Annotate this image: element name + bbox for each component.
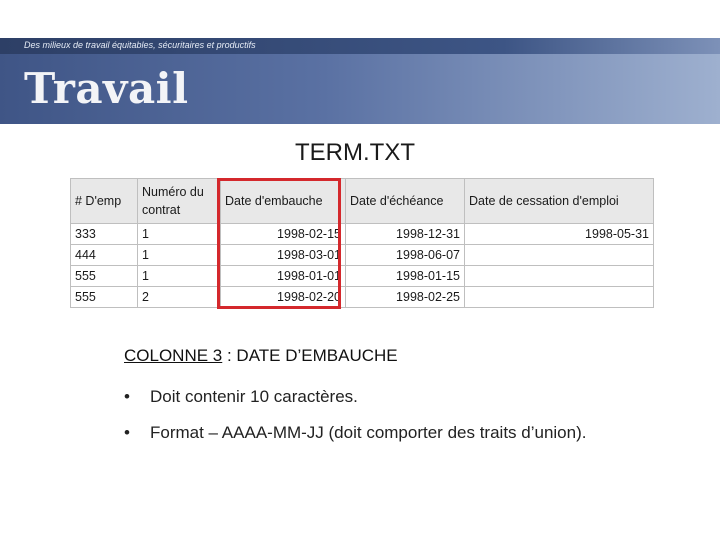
cell-contrat: 2	[138, 287, 221, 308]
col-header-embauche: Date d'embauche	[221, 179, 346, 224]
table-header-row	[71, 179, 654, 224]
slide-title-wrap	[0, 139, 720, 167]
cell-echeance: 1998-02-25	[346, 287, 465, 308]
section-heading-underlined: COLONNE 3	[124, 346, 223, 365]
bullet-dot: •	[124, 423, 130, 442]
header-banner	[0, 54, 720, 124]
cell-contrat: 1	[138, 224, 221, 245]
cell-contrat: 1	[138, 245, 221, 266]
cell-cessation: 1998-05-31	[465, 224, 654, 245]
cell-emp: 555	[71, 287, 138, 308]
section-heading	[124, 346, 398, 366]
tagline: Des milieux de travail équitables, sécuritaires et productifs	[24, 40, 256, 50]
col-header-contrat-text: Numéro du contrat	[142, 185, 204, 217]
data-table	[70, 178, 654, 308]
column-3-highlight-box	[217, 178, 341, 309]
table-row	[71, 224, 654, 245]
table-row	[71, 245, 654, 266]
col-header-contrat	[138, 179, 221, 224]
cell-echeance: 1998-12-31	[346, 224, 465, 245]
slide-title: TERM.TXT	[295, 139, 415, 166]
cell-echeance: 1998-01-15	[346, 266, 465, 287]
cell-embauche: 1998-03-01	[221, 245, 346, 266]
top-strip	[0, 38, 720, 54]
bullet-item	[124, 422, 590, 444]
cell-emp: 333	[71, 224, 138, 245]
table-row	[71, 287, 654, 308]
bullet-text: Format – AAAA-MM-JJ (doit comporter des traits d’union).	[150, 423, 587, 442]
cell-cessation	[465, 245, 654, 266]
table-row	[71, 266, 654, 287]
bullet-dot: •	[124, 387, 130, 406]
cell-echeance: 1998-06-07	[346, 245, 465, 266]
bullet-item	[124, 386, 590, 408]
cell-embauche: 1998-02-15	[221, 224, 346, 245]
brand-title: Travail	[24, 64, 189, 113]
cell-contrat: 1	[138, 266, 221, 287]
cell-emp: 444	[71, 245, 138, 266]
col-header-emp: # D'emp	[71, 179, 138, 224]
cell-emp: 555	[71, 266, 138, 287]
bullet-text: Doit contenir 10 caractères.	[150, 387, 358, 406]
cell-embauche: 1998-01-01	[221, 266, 346, 287]
col-header-echeance: Date d'échéance	[346, 179, 465, 224]
section-heading-rest: : DATE D’EMBAUCHE	[222, 346, 398, 365]
cell-cessation	[465, 287, 654, 308]
cell-embauche: 1998-02-20	[221, 287, 346, 308]
col-header-cessation: Date de cessation d'emploi	[465, 179, 654, 224]
cell-cessation	[465, 266, 654, 287]
